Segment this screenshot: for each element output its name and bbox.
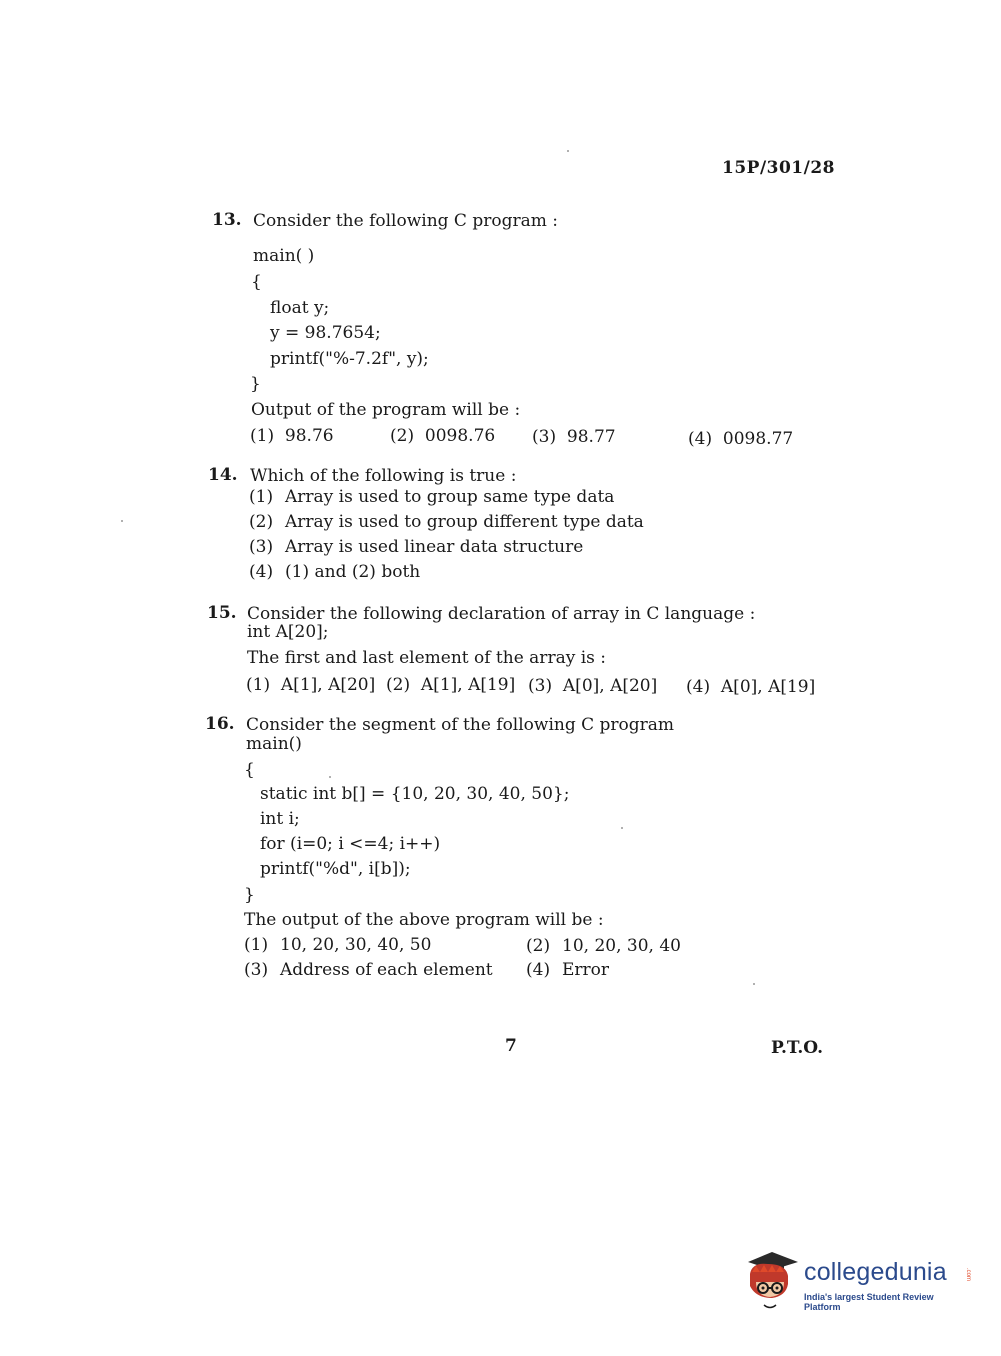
option: [390, 426, 495, 446]
question-text: Which of the following is true :: [250, 466, 517, 486]
scan-speck: [753, 983, 755, 985]
logo-tagline: India's largest Student Review Platform: [804, 1292, 934, 1312]
option-number: (4): [688, 429, 713, 449]
code-line: float y;: [270, 298, 330, 318]
scan-speck: [567, 150, 569, 152]
option-number: (4): [526, 960, 551, 980]
scan-speck: [329, 776, 331, 778]
code-line: {: [251, 272, 262, 292]
code-line: }: [244, 885, 255, 905]
option: [244, 935, 431, 955]
question-number: 15.: [207, 603, 237, 623]
question-prompt: Output of the program will be :: [251, 400, 521, 420]
pto-label: P.T.O.: [771, 1038, 823, 1058]
option-number: (1): [246, 675, 271, 695]
collegedunia-logo[interactable]: [742, 1250, 972, 1312]
option-number: (1): [250, 426, 275, 446]
option: [244, 960, 493, 980]
option: [686, 677, 815, 697]
question-number: 14.: [208, 465, 238, 485]
question-text: Consider the following C program :: [253, 211, 558, 231]
option-text: Array is used linear data structure: [285, 537, 584, 557]
mascot-icon: [742, 1250, 802, 1312]
question-number: 13.: [212, 210, 242, 230]
option-text: 98.77: [566, 427, 616, 447]
option-text: A[1], A[19]: [420, 675, 516, 695]
option-number: (4): [686, 677, 711, 697]
option: [386, 675, 515, 695]
option: [249, 537, 583, 557]
option-text: 10, 20, 30, 40, 50: [280, 935, 432, 955]
option-number: (4): [249, 562, 274, 582]
option: [688, 429, 793, 449]
code-line: }: [250, 374, 261, 394]
array-declaration: int A[20];: [247, 622, 329, 642]
code-line: y = 98.7654;: [270, 323, 381, 343]
option: [532, 427, 616, 447]
option-text: Error: [562, 960, 610, 980]
question-text: Consider the segment of the following C program: [246, 715, 675, 735]
option: [526, 960, 609, 980]
option-text: Array is used to group different type data: [285, 512, 644, 532]
option-text: A[1], A[20]: [280, 675, 376, 695]
scan-speck: [121, 520, 123, 522]
question-text: Consider the following declaration of array in C language :: [247, 604, 756, 624]
logo-wordmark: collegedunia: [804, 1258, 947, 1286]
page-number: 7: [505, 1036, 517, 1056]
option-text: 10, 20, 30, 40: [562, 936, 681, 956]
logo-suffix: .com: [965, 1268, 971, 1282]
option-text: 0098.76: [424, 426, 496, 446]
paper-code: 15P/301/28: [722, 158, 836, 178]
code-line: {: [244, 760, 255, 780]
option-number: (3): [532, 427, 557, 447]
code-line: main(): [246, 734, 302, 754]
code-line: for (i=0; i <=4; i++): [260, 834, 441, 854]
option: [249, 512, 644, 532]
option-number: (2): [526, 936, 551, 956]
option-text: Array is used to group same type data: [285, 487, 615, 507]
option-number: (2): [386, 675, 411, 695]
option-number: (3): [244, 960, 269, 980]
option-text: A[0], A[20]: [562, 676, 658, 696]
question-number: 16.: [205, 714, 235, 734]
option-text: 98.76: [284, 426, 334, 446]
option-text: A[0], A[19]: [720, 677, 816, 697]
option: [249, 487, 614, 507]
option: [250, 426, 334, 446]
option-number: (3): [528, 676, 553, 696]
option-number: (1): [249, 487, 274, 507]
code-line: int i;: [260, 809, 300, 829]
question-prompt: The output of the above program will be :: [244, 910, 604, 930]
code-line: static int b[] = {10, 20, 30, 40, 50};: [260, 784, 570, 804]
code-line: printf("%-7.2f", y);: [270, 349, 429, 369]
code-line: printf("%d", i[b]);: [260, 859, 411, 879]
option-number: (2): [390, 426, 415, 446]
option: [249, 562, 420, 582]
option-number: (2): [249, 512, 274, 532]
option: [246, 675, 375, 695]
option-number: (1): [244, 935, 269, 955]
code-line: main( ): [253, 246, 315, 266]
option-text: (1) and (2) both: [285, 562, 421, 582]
question-prompt: The first and last element of the array is :: [247, 648, 607, 668]
option-number: (3): [249, 537, 274, 557]
option: [528, 676, 657, 696]
scan-speck: [621, 827, 623, 829]
option-text: 0098.77: [722, 429, 794, 449]
option: [526, 936, 681, 956]
option-text: Address of each element: [280, 960, 493, 980]
